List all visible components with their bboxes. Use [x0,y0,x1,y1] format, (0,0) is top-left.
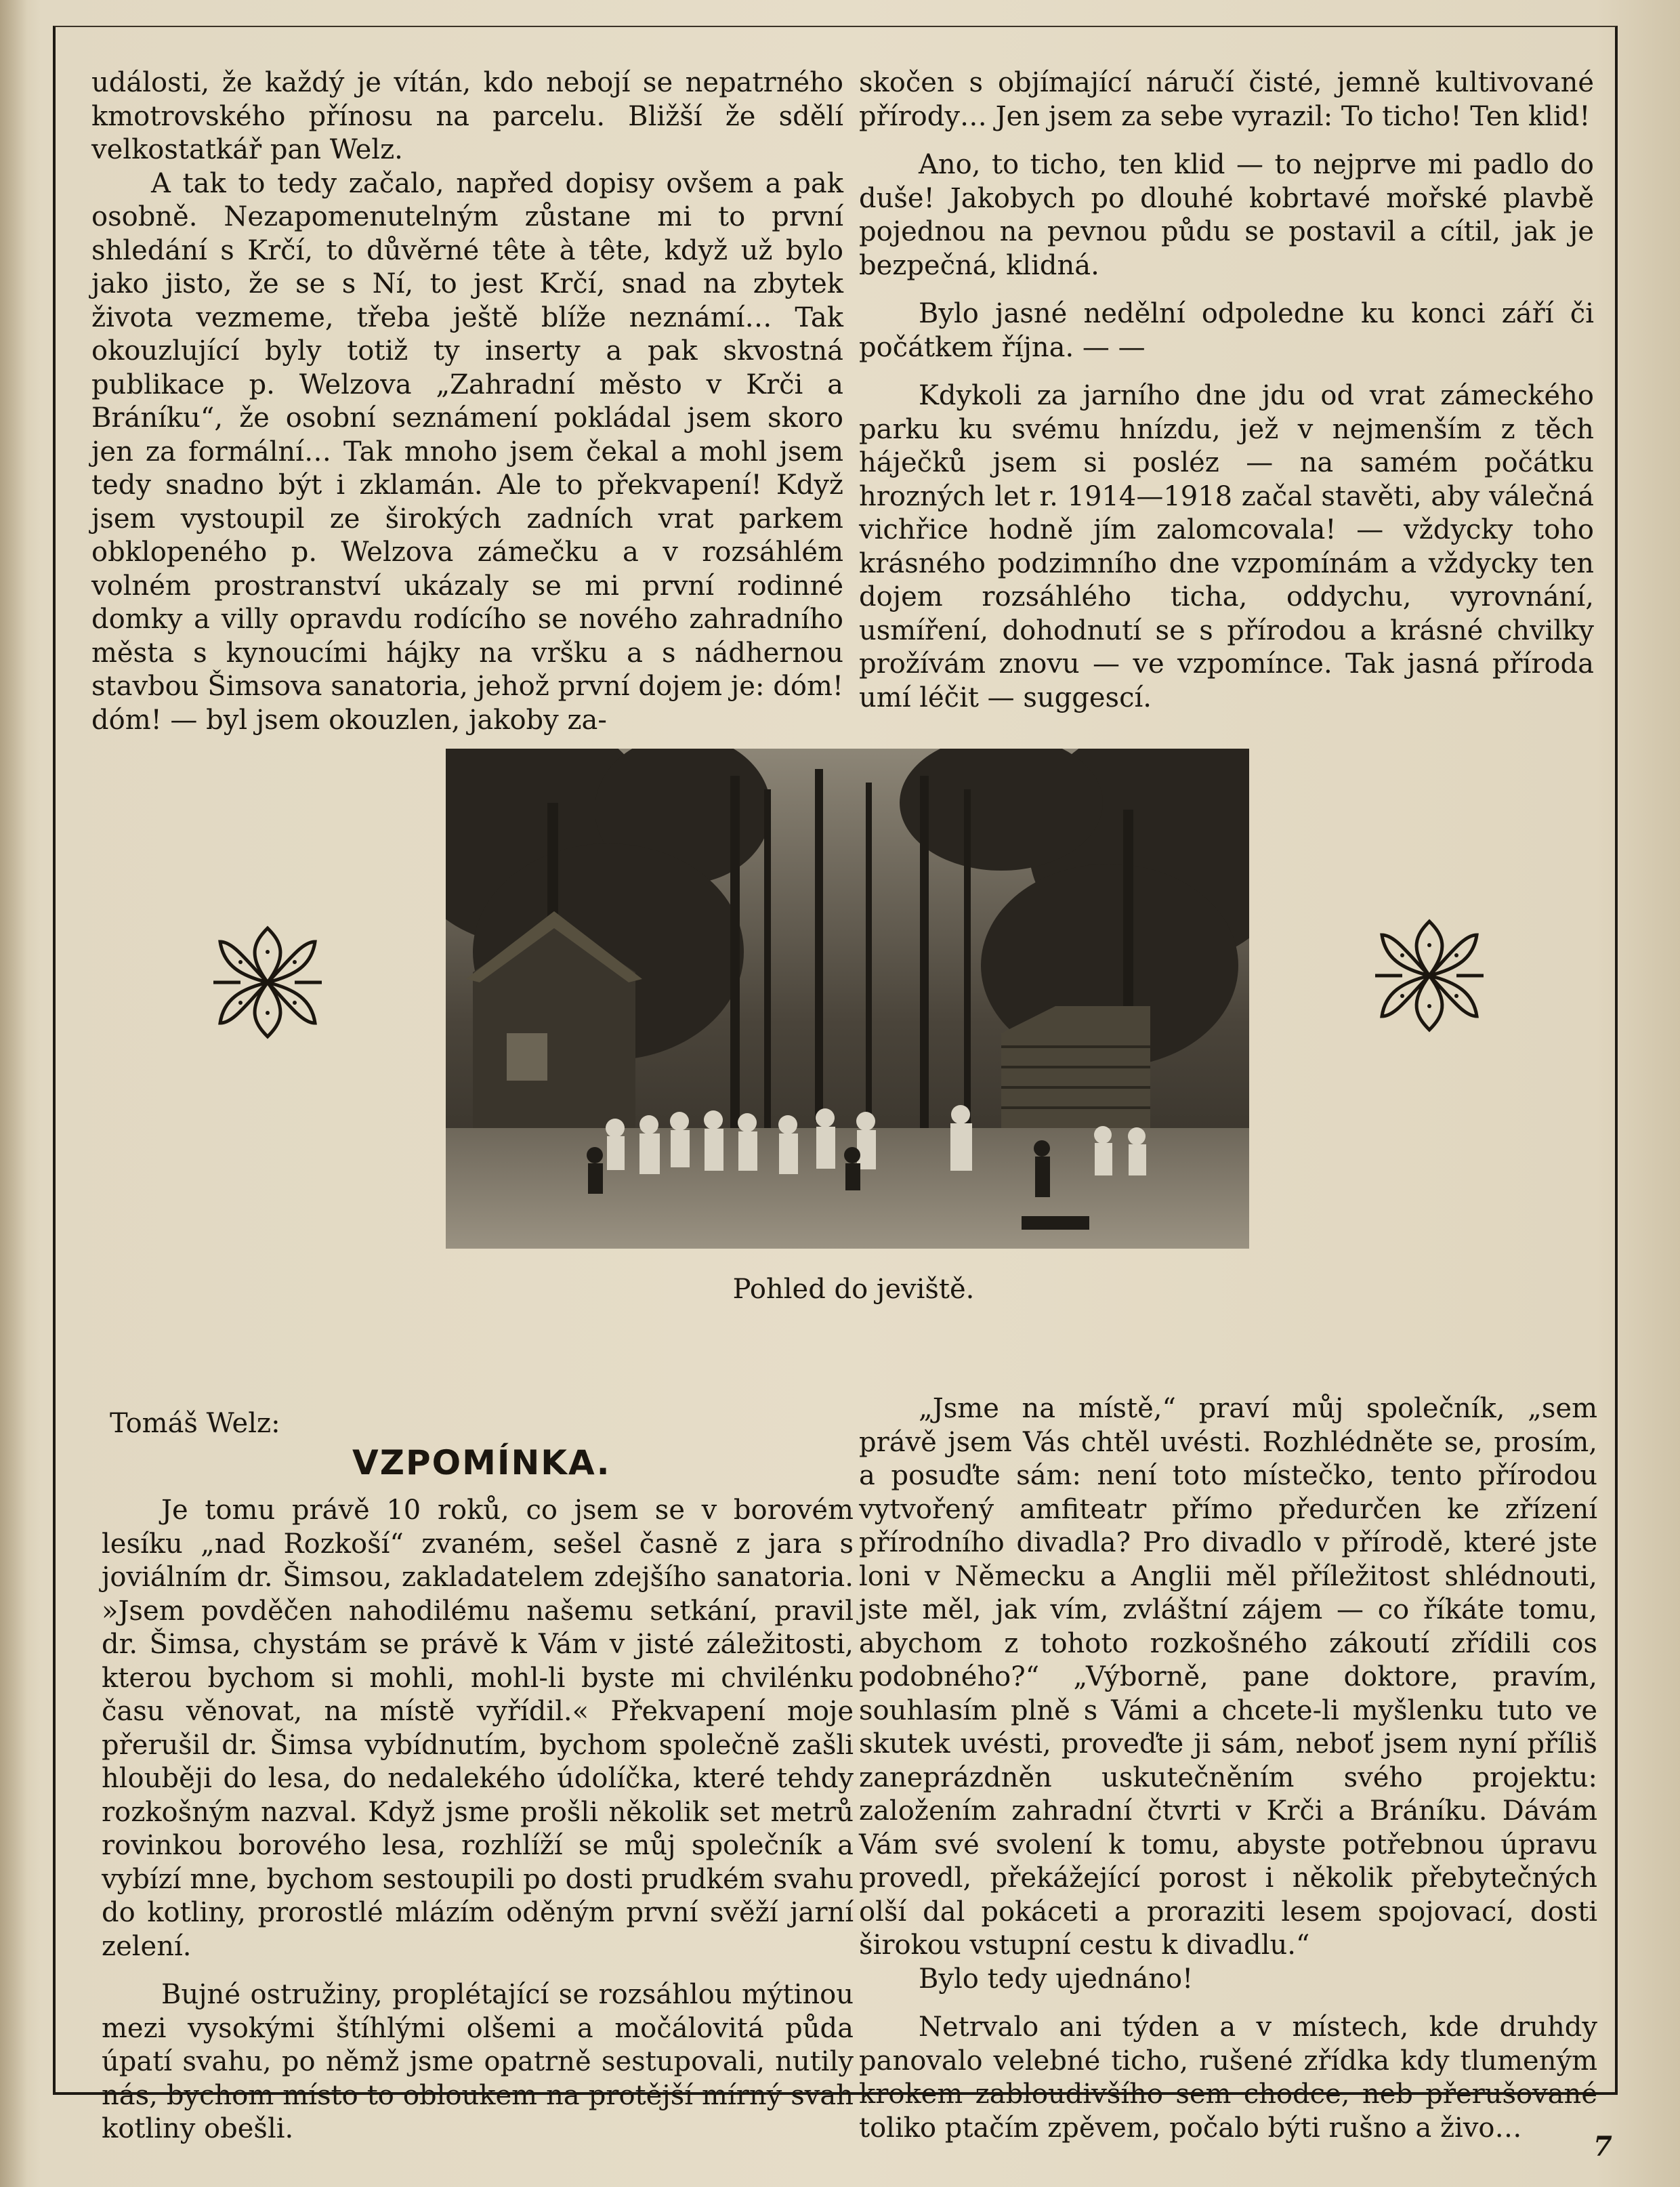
paragraph: „Jsme na místě,“ praví můj společník, „sem právě jsem Vás chtěl uvésti. Rozhlédněte se, prosím, a posuďte sám: není toto místečko, tento přírodou vytvořený amfiteatr přímo předurčen ke zřízení přírodního divadla? Pro divadlo v přírodě, které jste loni v Německu a Anglii měl příležitost shlédnouti, jste měl, jak vím, zvláštní zájem — co říkáte tomu, abychom z tohoto rozkošného zákoutí zřídili cos podobného?“ „Výborně, pane doktore, pravím, souhlasím plně s Vámi a chcete-li myšlenku tuto ve skutek uvésti, proveďte ji sám, neboť jsem nyní příliš zaneprázdněn uskutečněním svého projektu: založením zahradní čtvrti v Krči a Bráníku. Dávám Vám své svolení k tomu, abyste potřebnou úpravu provedl, překážející porost i několik přebytečných olší dal pokáceti a proraziti lesem spojovací, dosti širokou vstupní cestu k divadlu.“ [859,1393,1597,1961]
paragraph: Netrvalo ani týden a v místech, kde druhdy panovalo velebné ticho, rušené zřídka kdy tlumeným krokem zabloudivšího sem chodce, neb přerušované toliko ptačím zpěvem, počalo býti rušno a živo… [859,2012,1597,2144]
paragraph: skočen s objímající náručí čisté, jemně kultivované přírody… Jen jsem za sebe vyrazil: To ticho! Ten klid! [859,67,1594,132]
bottom-left-column [102,1494,854,2146]
page-number: 7 [1593,2131,1612,2163]
paragraph: Bylo tedy ujednáno! [919,1963,1194,1995]
photo-caption: Pohled do jeviště. [732,1274,975,1305]
top-left-column [91,66,843,737]
stage-photograph [446,749,1249,1249]
paragraph: Bylo jasné nedělní odpoledne ku konci září či počátkem října. — — [859,298,1594,363]
top-right-column [859,66,1594,715]
paragraph: A tak to tedy začalo, napřed dopisy ovšem a pak osobně. Nezapomenutelným zůstane mi to první shledání s Krčí, to důvěrné tête à tête, když už bylo jako jisto, že se s Ní, to jest Krčí, snad na zbytek života vezmeme, třeba ještě blíže neznámí… Tak okouzlující byly totiž ty inserty a pak skvostná publikace p. Welzova „Zahradní město v Krči a Bráníku“, že osobní seznámení pokládal jsem skoro jen za formální… Tak mnoho jsem čekal a mohl jsem tedy snadno být i zklamán. Ale to překvapení! Když jsem vystoupil ze širokých zadních vrat parkem obklopeného p. Welzova zámečku a v rozsáhlém volném prostranství ukázaly se mi první rodinné domky a villy opravdu rodícího se nového zahradního města s kynoucími hájky na vršku a s nádhernou stavbou Šimsova sanatoria, jehož první dojem je: dóm! dóm! — byl jsem okouzlen, jakoby za- [91,167,843,736]
spine-shadow [0,0,27,2187]
folk-ornament-icon [1368,908,1490,1043]
paragraph: Kdykoli za jarního dne jdu od vrat zámeckého parku ku svému hnízdu, jež v nejmenším z těch háječků jsem si posléz — na samém počátku hrozných let r. 1914—1918 začal stavěti, aby válečná vichřice hodně jím zalomcovala! — vždycky toho krásného podzimního dne vzpomínám a vždycky ten dojem rozsáhlého ticha, oddychu, vyrovnání, usmíření, dohodnutí se s přírodou a krásné chvilky prožívám znovu — ve vzpomínce. Tak jasná příroda umí léčit — suggescí. [859,380,1594,713]
paragraph: Bujné ostružiny, proplétající se rozsáhlou mýtinou mezi vysokými štíhlými olšemi a močálovitá půda úpatí svahu, po němž jsme opatrně sestupovali, nutily nás, bychom místo to obloukem na protější mírný svah kotliny obešli. [102,1979,854,2144]
article-author: Tomáš Welz: [110,1408,280,1439]
article-title: VZPOMÍNKA. [352,1443,611,1482]
paragraph: Ano, to ticho, ten klid — to nejprve mi padlo do duše! Jakobych po dlouhé kobrtavé mořské plavbě pojednou na pevnou půdu se postavil a cítil, jak je bezpečná, klidná. [859,149,1594,281]
paragraph: Je tomu právě 10 roků, co jsem se v borovém lesíku „nad Rozkoší“ zvaném, sešel časně z jara s joviálním dr. Šimsou, zakladatelem zdejšího sanatoria. »Jsem povděčen nahodilému našemu setkání, pravil dr. Šimsa, chystám se právě k Vám v jisté záležitosti, kterou bychom si mohli, mohl-li byste mi chvilénku času věnovat, na místě vyřídil.« Překvapení moje přerušil dr. Šimsa vybídnutím, bychom společně zašli hlouběji do lesa, do nedalekého údolíčka, které tehdy rozkošným nazval. Když jsme prošli několik set metrů rovinkou borového lesa, rozhlíží se můj společník a vybízí mne, bychom sestoupili po dosti prudkém svahu do kotliny, prorostlé mlázím oděným první svěží jarní zelení. [102,1495,854,1962]
folk-ornament-icon [207,915,329,1050]
bottom-right-column [859,1392,1597,2145]
paragraph: události, že každý je vítán, kdo nebojí se nepatrného kmotrovského přínosu na parcelu. Bližší že sdělí velkostatkář pan Welz. [91,67,843,165]
